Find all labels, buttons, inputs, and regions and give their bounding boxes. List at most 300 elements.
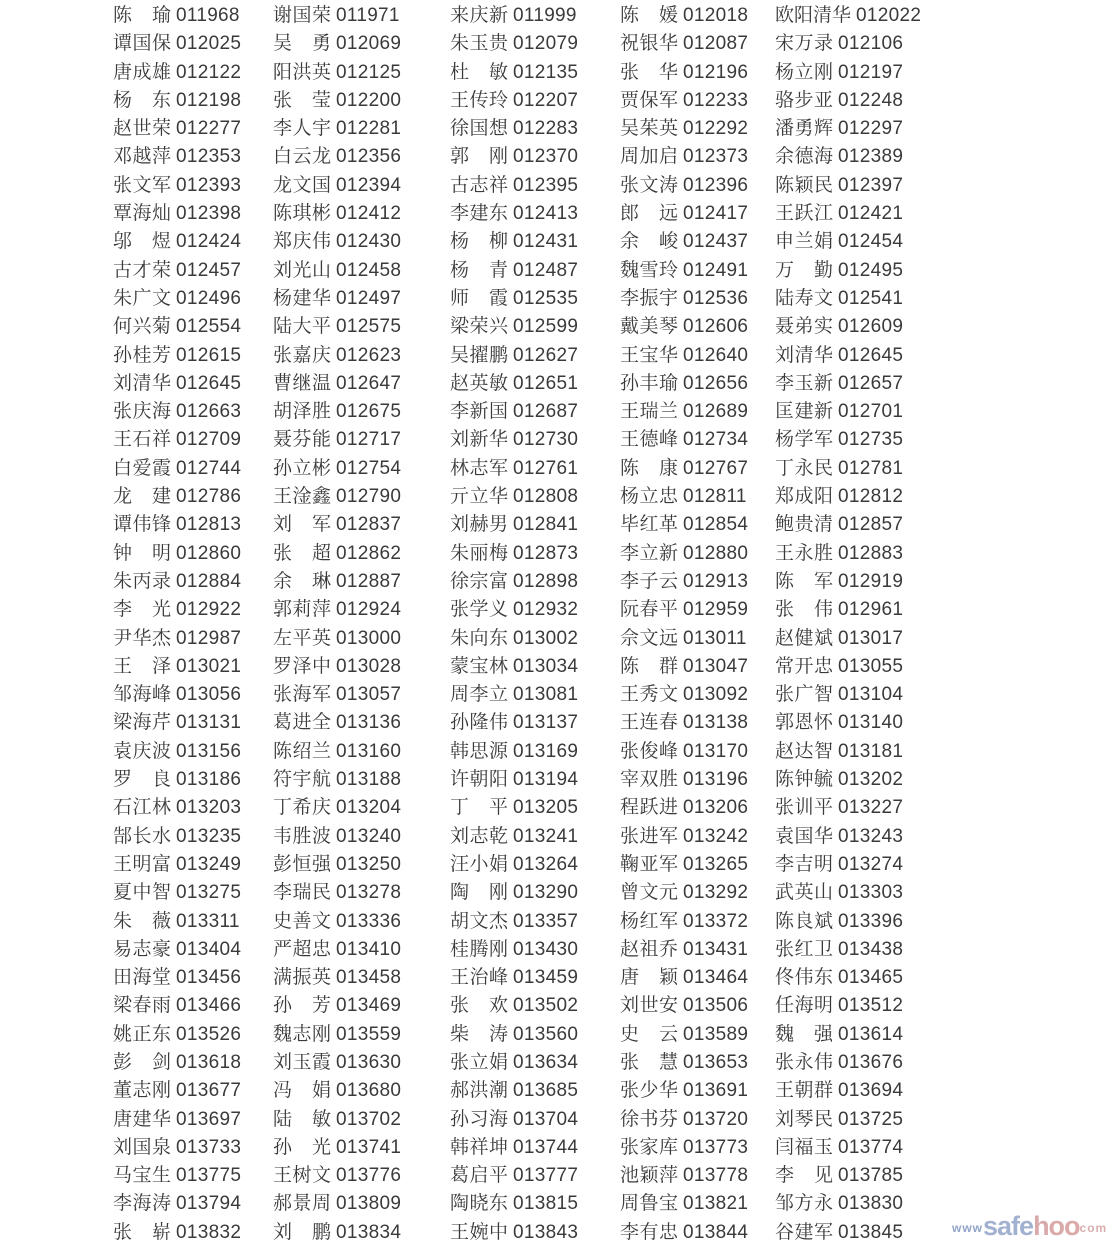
roster-entry [620, 879, 775, 907]
person-name: 刘世安 [620, 995, 678, 1017]
person-id: 012277 [176, 118, 242, 140]
person-id: 012645 [176, 372, 242, 394]
person-name: 许朝阳 [450, 769, 508, 791]
person-id: 012599 [513, 316, 579, 338]
person-id: 012623 [336, 344, 402, 366]
person-id: 013194 [513, 769, 579, 791]
roster-entry [273, 568, 450, 596]
person-id: 013685 [513, 1080, 579, 1102]
person-name: 郭莉萍 [273, 599, 331, 621]
roster-entry [273, 30, 450, 58]
person-id: 013028 [336, 655, 402, 677]
roster-entry [450, 1021, 620, 1049]
roster-entry [620, 653, 775, 681]
person-name: 张 伟 [775, 599, 833, 621]
person-name: 刘 军 [273, 514, 331, 536]
person-id: 013290 [513, 882, 579, 904]
person-id: 012689 [683, 401, 749, 423]
person-id: 013264 [513, 853, 579, 875]
roster-entry [273, 709, 450, 737]
roster-entry [450, 625, 620, 653]
person-id: 012687 [513, 401, 579, 423]
roster-entry [775, 1077, 921, 1105]
roster-entry [450, 738, 620, 766]
watermark-safe-text: safe [983, 1211, 1034, 1241]
roster-entry [273, 766, 450, 794]
person-name: 张广智 [775, 684, 833, 706]
person-name: 杨立忠 [620, 486, 678, 508]
roster-entry [775, 228, 921, 256]
roster-entry [273, 2, 450, 30]
person-name: 刘琴民 [775, 1108, 833, 1130]
roster-entry [113, 851, 273, 879]
roster-entry [113, 879, 273, 907]
person-name: 阮春平 [620, 599, 678, 621]
person-name: 李立新 [620, 542, 678, 564]
person-name: 曾文元 [620, 882, 678, 904]
person-id: 013249 [176, 853, 242, 875]
roster-entry [775, 59, 921, 87]
person-id: 012197 [838, 61, 904, 83]
roster-entry [620, 823, 775, 851]
person-id: 013404 [176, 938, 242, 960]
person-id: 012297 [838, 118, 904, 140]
person-name: 王治峰 [450, 967, 508, 989]
person-id: 012454 [838, 231, 904, 253]
person-name: 孙桂芳 [113, 344, 171, 366]
person-id: 012657 [838, 372, 904, 394]
person-id: 012640 [683, 344, 749, 366]
person-name: 赵世荣 [113, 118, 171, 140]
person-id: 013204 [336, 797, 402, 819]
person-id: 013278 [336, 882, 402, 904]
person-id: 012022 [856, 5, 922, 26]
roster-entry [775, 483, 921, 511]
roster-entry [620, 1049, 775, 1077]
person-name: 李 光 [113, 599, 171, 621]
roster-entry [450, 59, 620, 87]
person-name: 朱玉贵 [450, 33, 508, 55]
roster-entry [450, 200, 620, 228]
person-name: 佘文远 [620, 627, 678, 649]
roster-entry [113, 625, 273, 653]
person-id: 013292 [683, 882, 749, 904]
roster-entry [775, 172, 921, 200]
person-id: 012609 [838, 316, 904, 338]
person-name: 王 泽 [113, 655, 171, 677]
person-id: 013456 [176, 967, 242, 989]
person-name: 郭恩怀 [775, 712, 833, 734]
person-name: 朱广文 [113, 287, 171, 309]
person-name: 魏雪玲 [620, 259, 678, 281]
person-name: 王跃江 [775, 203, 833, 225]
person-name: 梁春雨 [113, 995, 171, 1017]
roster-entry [620, 143, 775, 171]
roster-entry [775, 851, 921, 879]
roster-entry [620, 426, 775, 454]
person-id: 012761 [513, 457, 579, 479]
person-id: 013794 [176, 1193, 242, 1215]
person-id: 013694 [838, 1080, 904, 1102]
person-name: 陈良斌 [775, 910, 833, 932]
person-name: 张文涛 [620, 174, 678, 196]
person-id: 013832 [176, 1221, 242, 1243]
roster-entry [113, 596, 273, 624]
person-id: 013774 [838, 1136, 904, 1158]
person-id: 013275 [176, 882, 242, 904]
person-name: 聂芬能 [273, 429, 331, 451]
roster-entry [450, 172, 620, 200]
roster-entry [450, 426, 620, 454]
person-id: 012198 [176, 89, 242, 111]
person-id: 012487 [513, 259, 579, 281]
roster-entry [450, 596, 620, 624]
roster-entry [113, 59, 273, 87]
roster-entry [450, 455, 620, 483]
roster-entry [273, 596, 450, 624]
person-name: 李新国 [450, 401, 508, 423]
person-id: 012356 [336, 146, 402, 168]
person-name: 杨红军 [620, 910, 678, 932]
person-name: 葛启平 [450, 1165, 508, 1187]
roster-entry [450, 766, 620, 794]
person-name: 朱 薇 [113, 910, 171, 932]
person-name: 刘清华 [113, 372, 171, 394]
roster-entry [450, 257, 620, 285]
roster-entry [775, 1021, 921, 1049]
person-name: 柴 涛 [450, 1023, 508, 1045]
roster-entry [450, 936, 620, 964]
person-id: 012734 [683, 429, 749, 451]
person-name: 史善文 [273, 910, 331, 932]
person-name: 彭恒强 [273, 853, 331, 875]
roster-entry [450, 511, 620, 539]
person-id: 012575 [336, 316, 402, 338]
person-name: 左平英 [273, 627, 331, 649]
person-id: 012808 [513, 486, 579, 508]
person-name: 史 云 [620, 1023, 678, 1045]
roster-entry [113, 313, 273, 341]
roster-entry [450, 1077, 620, 1105]
person-name: 陈 群 [620, 655, 678, 677]
person-name: 何兴菊 [113, 316, 171, 338]
person-id: 013017 [838, 627, 904, 649]
person-name: 尹华杰 [113, 627, 171, 649]
roster-entry [775, 1190, 921, 1218]
person-id: 012496 [176, 287, 242, 309]
roster-entry [113, 426, 273, 454]
person-id: 012412 [336, 203, 402, 225]
person-name: 匡建新 [775, 401, 833, 423]
person-name: 李海涛 [113, 1193, 171, 1215]
person-name: 李有忠 [620, 1221, 678, 1243]
roster-entry [450, 483, 620, 511]
person-id: 013081 [513, 684, 579, 706]
person-id: 012627 [513, 344, 579, 366]
person-name: 孙习海 [450, 1108, 508, 1130]
roster-entry [775, 115, 921, 143]
roster-entry [620, 1190, 775, 1218]
person-name: 王连春 [620, 712, 678, 734]
person-name: 张 莹 [273, 89, 331, 111]
roster-entry [620, 625, 775, 653]
person-name: 彭 剑 [113, 1051, 171, 1073]
person-name: 丁希庆 [273, 797, 331, 819]
person-name: 邹海峰 [113, 684, 171, 706]
person-name: 陈颖民 [775, 174, 833, 196]
roster-entry [113, 1162, 273, 1190]
person-name: 吴茱英 [620, 118, 678, 140]
person-name: 邹方永 [775, 1193, 833, 1215]
person-name: 朱向东 [450, 627, 508, 649]
roster-entry [273, 908, 450, 936]
safehoo-watermark [952, 1211, 1107, 1242]
person-id: 013203 [176, 797, 242, 819]
person-id: 012491 [683, 259, 749, 281]
person-name: 王传玲 [450, 89, 508, 111]
person-name: 张永伟 [775, 1051, 833, 1073]
person-name: 符宇航 [273, 769, 331, 791]
roster-entry [273, 1134, 450, 1162]
person-name: 古志祥 [450, 174, 508, 196]
person-name: 池颖萍 [620, 1165, 678, 1187]
roster-entry [113, 143, 273, 171]
person-name: 蒙宝林 [450, 655, 508, 677]
person-name: 阳洪英 [273, 61, 331, 83]
person-id: 012922 [176, 599, 242, 621]
roster-entry [273, 398, 450, 426]
person-id: 013235 [176, 825, 242, 847]
person-name: 陆寿文 [775, 287, 833, 309]
roster-entry [775, 568, 921, 596]
roster-entry [775, 540, 921, 568]
person-name: 张 华 [620, 61, 678, 83]
roster-entry [620, 30, 775, 58]
person-id: 012730 [513, 429, 579, 451]
roster-entry [775, 342, 921, 370]
roster-entry [775, 1134, 921, 1162]
roster-entry [620, 172, 775, 200]
person-id: 012961 [838, 599, 904, 621]
person-name: 陈琪彬 [273, 203, 331, 225]
person-name: 邓越萍 [113, 146, 171, 168]
roster-entry [273, 257, 450, 285]
person-id: 013274 [838, 853, 904, 875]
roster-entry [450, 879, 620, 907]
roster-entry [775, 1219, 921, 1247]
person-name: 申兰娟 [775, 231, 833, 253]
person-id: 013459 [513, 967, 579, 989]
roster-entry [620, 59, 775, 87]
person-name: 赵健斌 [775, 627, 833, 649]
watermark-www-text: www [952, 1221, 984, 1235]
person-id: 012913 [683, 570, 749, 592]
person-name: 王宝华 [620, 344, 678, 366]
person-name: 李子云 [620, 570, 678, 592]
person-id: 012025 [176, 33, 242, 55]
person-id: 013502 [513, 995, 579, 1017]
person-id: 013733 [176, 1136, 242, 1158]
person-name: 谷建军 [775, 1221, 833, 1243]
person-name: 张 超 [273, 542, 331, 564]
roster-entry [620, 257, 775, 285]
roster-entry [450, 823, 620, 851]
roster-entry [775, 370, 921, 398]
person-name: 王瑞兰 [620, 401, 678, 423]
person-id: 012106 [838, 33, 904, 55]
roster-entry [273, 143, 450, 171]
person-id: 012497 [336, 287, 402, 309]
roster-entry [113, 766, 273, 794]
person-id: 011971 [336, 5, 400, 26]
roster-entry [450, 540, 620, 568]
roster-entry [273, 1021, 450, 1049]
person-id: 011968 [176, 5, 240, 26]
person-name: 任海明 [775, 995, 833, 1017]
person-name: 杨立刚 [775, 61, 833, 83]
person-id: 012606 [683, 316, 749, 338]
roster-entry [273, 1190, 450, 1218]
person-name: 唐 颖 [620, 967, 678, 989]
roster-entry [775, 879, 921, 907]
roster-entry [620, 483, 775, 511]
person-name: 张 崭 [113, 1221, 171, 1243]
person-id: 013156 [176, 740, 242, 762]
person-name: 董志刚 [113, 1080, 171, 1102]
person-id: 012458 [336, 259, 402, 281]
roster-entry [775, 200, 921, 228]
person-name: 刘赫男 [450, 514, 508, 536]
person-id: 012860 [176, 542, 242, 564]
person-name: 王树文 [273, 1165, 331, 1187]
roster-entry [450, 228, 620, 256]
roster-entry [775, 143, 921, 171]
roster-entry [775, 87, 921, 115]
person-id: 013741 [336, 1136, 402, 1158]
person-id: 012413 [513, 203, 579, 225]
roster-entry [620, 87, 775, 115]
roster-entry [113, 342, 273, 370]
roster-entry [620, 766, 775, 794]
person-name: 郝洪潮 [450, 1080, 508, 1102]
person-id: 012663 [176, 401, 242, 423]
person-name: 孙隆伟 [450, 712, 508, 734]
person-id: 012709 [176, 429, 242, 451]
roster-entry [775, 285, 921, 313]
person-id: 012656 [683, 372, 749, 394]
person-id: 013778 [683, 1165, 749, 1187]
roster-entry [775, 1162, 921, 1190]
person-name: 韩思源 [450, 740, 508, 762]
person-id: 013430 [513, 938, 579, 960]
person-name: 刘玉霞 [273, 1051, 331, 1073]
roster-entry [775, 823, 921, 851]
roster-entry [273, 1219, 450, 1247]
person-id: 012248 [838, 89, 904, 111]
roster-entry [450, 794, 620, 822]
person-name: 韦胜波 [273, 825, 331, 847]
roster-entry [620, 964, 775, 992]
roster-entry [273, 851, 450, 879]
person-name: 张庆海 [113, 401, 171, 423]
person-name: 郝景周 [273, 1193, 331, 1215]
roster-entry [620, 200, 775, 228]
person-id: 013614 [838, 1023, 904, 1045]
roster-entry [450, 709, 620, 737]
roster-entry [113, 936, 273, 964]
roster-entry [113, 200, 273, 228]
person-id: 012645 [838, 344, 904, 366]
person-name: 袁庆波 [113, 740, 171, 762]
person-id: 013357 [513, 910, 579, 932]
roster-entry [273, 313, 450, 341]
person-id: 013775 [176, 1165, 242, 1187]
person-name: 周李立 [450, 684, 508, 706]
person-id: 013465 [838, 967, 904, 989]
person-name: 姚正东 [113, 1023, 171, 1045]
person-name: 张立娟 [450, 1051, 508, 1073]
roster-entry [273, 511, 450, 539]
roster-entry [113, 738, 273, 766]
person-id: 013160 [336, 740, 402, 762]
person-id: 013630 [336, 1051, 402, 1073]
person-id: 013137 [513, 712, 579, 734]
person-id: 013526 [176, 1023, 242, 1045]
person-name: 闫福玉 [775, 1136, 833, 1158]
roster-entry [450, 992, 620, 1020]
person-name: 覃海灿 [113, 203, 171, 225]
person-id: 012207 [513, 89, 579, 111]
person-name: 孙立彬 [273, 457, 331, 479]
person-name: 亓立华 [450, 486, 508, 508]
roster-entry [775, 30, 921, 58]
roster-entry [113, 1106, 273, 1134]
roster-entry [273, 200, 450, 228]
roster-entry [450, 115, 620, 143]
watermark-com-text: com [1079, 1221, 1107, 1235]
roster-entry [620, 285, 775, 313]
person-id: 012457 [176, 259, 242, 281]
roster-entry [273, 794, 450, 822]
person-name: 夏中智 [113, 882, 171, 904]
person-name: 余 琳 [273, 570, 331, 592]
person-name: 白爱霞 [113, 457, 171, 479]
roster-entry [273, 1077, 450, 1105]
person-id: 013169 [513, 740, 579, 762]
roster-entry [113, 172, 273, 200]
person-id: 013653 [683, 1051, 749, 1073]
person-id: 013243 [838, 825, 904, 847]
person-id: 013140 [838, 712, 904, 734]
roster-entry [620, 115, 775, 143]
roster-entry [775, 908, 921, 936]
person-name: 易志豪 [113, 938, 171, 960]
person-name: 陆大平 [273, 316, 331, 338]
person-name: 张俊峰 [620, 740, 678, 762]
person-id: 012812 [838, 486, 904, 508]
person-name: 张嘉庆 [273, 344, 331, 366]
person-name: 唐成雄 [113, 61, 171, 83]
person-id: 012395 [513, 174, 579, 196]
roster-entry [775, 766, 921, 794]
person-name: 张红卫 [775, 938, 833, 960]
roster-entry [113, 653, 273, 681]
person-name: 孙丰瑜 [620, 372, 678, 394]
person-id: 012541 [838, 287, 904, 309]
person-id: 012536 [683, 287, 749, 309]
roster-entry [273, 964, 450, 992]
person-name: 陈绍兰 [273, 740, 331, 762]
